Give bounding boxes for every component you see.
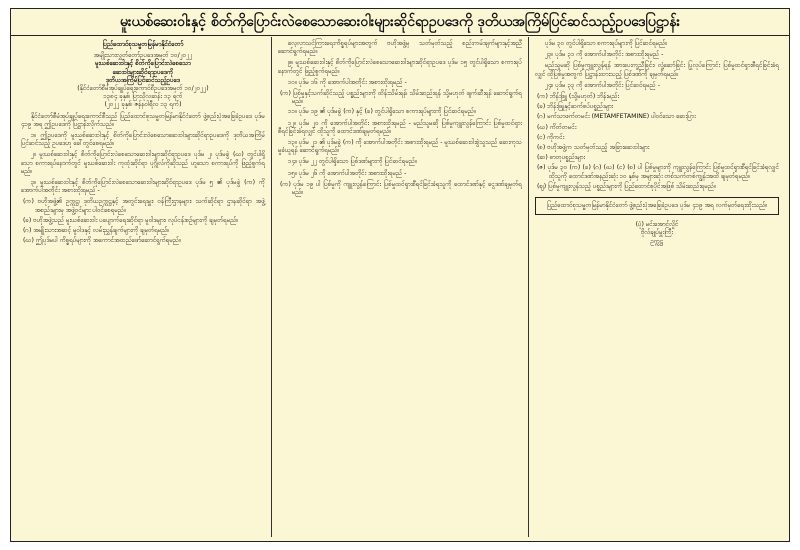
- paragraph: မည်သူမဆို ပြစ်မှုကျူးလွန်ရန် အားပေးကူညီခြင်း၊ လှုံ့ဆော်ခြင်း ပြုလုပ်ကြောင်း ပြစ်မှုထင်ရှားစီရင်ခြင်းခံရလျှင် ထိုပြစ်မှုအတွက် ပြဋ္ဌာန်းထားသည့် ပြစ်ဒဏ်ကို ချမှတ်ရမည်။: [535, 62, 779, 78]
- newspaper-page: [10, 8, 790, 542]
- list-item: (က) ပြစ်မှုနှင့်သက်ဆိုင်သည့် ပစ္စည်းများကို ထိန်းသိမ်းရန်၊ သိမ်းဆည်းရန် သို့မဟုတ် ဖျက်ဆီးရန် ဆောင်ရွက်ရမည်။: [280, 90, 522, 106]
- list-item: (ဃ) ကိတ်တမင်း: [537, 123, 577, 131]
- paragraph: ၃။ မူးယစ်ဆေးဝါးနှင့် စိတ်ကိုပြောင်းလဲစေသောဆေးဝါးများဆိုင်ရာဥပဒေ ပုဒ်မ ၅ ၏ ပုဒ်မခွဲ (က) ကို အောက်ပါအတိုင်း အစားထိုးရမည် -: [21, 179, 265, 195]
- paragraph: ပုဒ်မ ၃၀ တွင်ပါရှိသော စကားရပ်များကို ပြင်ဆင်ရမည်။: [545, 40, 668, 47]
- law-header-1: ပြည်ထောင်စုသမ္မတမြန်မာနိုင်ငံတော်: [102, 41, 184, 48]
- paragraph: ၁၂။ ပုဒ်မ ၂၀ ကို အောက်ပါအတိုင်း အစားထိုးရမည် - မည်သူမဆို ပြစ်မှုကျူးလွန်ကြောင်း ပြစ်မှုထင်ရှားစီရင်ခြင်းခံရလျှင် ထိုသူကို ထောင်ဒဏ်ချမှတ်ရမည်။: [278, 119, 522, 135]
- paragraph: နိုင်ငံတော်စီမံအုပ်ချုပ်ရေးကောင်စီသည် ပြည်ထောင်စုသမ္မတမြန်မာနိုင်ငံတော် ဖွဲ့စည်းပုံအခြေခံဥပဒေ ပုဒ်မ ၄၁၉ အရ ဤဥပဒေကို ပြဋ္ဌာန်းလိုက်သည်။: [21, 112, 265, 128]
- list-item: (စ) ဗဟိုအဖွဲ့က သတ်မှတ်သည့် အခြားဆေးဝါးများ: [537, 144, 650, 152]
- paragraph: ၂၄။ ပုဒ်မ ၃၃ ကို အောက်ပါအတိုင်း ပြင်ဆင်ရမည် -: [545, 81, 660, 89]
- paragraph: ၁၅။ ပုဒ်မ ၂၆ ကို အောက်ပါအတိုင်း အစားထိုးရမည် -: [288, 169, 407, 177]
- signing-notice: ပြည်ထောင်စုသမ္မတမြန်မာနိုင်ငံတော် ဖွဲ့စည်းပုံအခြေခံဥပဒေ ပုဒ်မ ၄၁၉ အရ လက်မှတ်ရေးထိုးသည်။: [535, 197, 779, 215]
- list-item: (င) ကိုကင်း: [537, 133, 565, 141]
- column-1: [15, 37, 272, 537]
- law-date-2: (၂၀၂၂ ခုနှစ်၊ ဇန်နဝါရီလ ၁၃ ရက်): [104, 101, 182, 109]
- list-item: (က) ပုဒ်မ ၁၉ ပါ ပြစ်မှုကို ကျူးလွန်ကြောင်း ပြစ်မှုထင်ရှားစီရင်ခြင်းခံရသူကို ထောင်ဒဏ်နှင့် ငွေဒဏ်ချမှတ်ရမည်။: [280, 180, 522, 197]
- paragraph: ၁။ ဤဥပဒေကို မူးယစ်ဆေးဝါးနှင့် စိတ်ကိုပြောင်းလဲစေသောဆေးဝါးများဆိုင်ရာဥပဒေကို ဒုတိယအကြိမ်ပြင်ဆင်သည့် ဥပဒေဟု ခေါ်တွင်စေရမည်။: [21, 132, 265, 148]
- law-header-2: အမျိုးသားလွှတ်တော်ဥပဒေအမှတ် ၁၀/၂၀၂၂: [93, 52, 193, 60]
- list-item: (က) ဗဟိုအဖွဲ့၏ ဥက္ကဋ္ဌ၊ ဒုတိယဥက္ကဋ္ဌနှင့် အတွင်းရေးမှူး၊ ဝန်ကြီးဌာနများ၊ သက်ဆိုင်ရာ ဌာနဆိုင်ရာ အဖွဲ့အစည်းများမှ အဖွဲ့ဝင်များ ပါဝင်စေရမည်။: [23, 198, 265, 214]
- law-header-3: မူးယစ်ဆေးဝါးနှင့် စိတ်ကိုပြောင်းလဲစေသော: [95, 60, 191, 68]
- list-item: (ခ) ဘိန်းဖြူနှင့်ဆက်စပ်ပစ္စည်းများ: [537, 103, 614, 111]
- law-header-5: ဒုတိယအကြိမ်ပြင်ဆင်သည့်ဥပဒေ: [105, 76, 181, 84]
- list-item: (ဂ) အမျိုးသားအဆင့် မူဝါဒနှင့် လမ်းညွှန်ချက်များကို ချမှတ်ရမည်။: [23, 227, 170, 235]
- signature-rank: ဗိုလ်ချုပ်မှူးကြီး: [641, 229, 673, 237]
- list-item: (က) ဘိန်းဖြူ (သို့မဟုတ်) ဘိန်းမည်း: [537, 93, 620, 101]
- paragraph: ၉။ မူးယစ်ဆေးဝါးနှင့် စိတ်ကိုပြောင်းလဲစေသောဆေးဝါးများဆိုင်ရာဥပဒေ ပုဒ်မ ၁၅ တွင်ပါရှိသော စကားရပ်နောက်တွင် ဖြည့်စွက်ရမည်။: [278, 59, 522, 75]
- paragraph: ၂၃။ ပုဒ်မ ၃၁ ကို အောက်ပါအတိုင်း အစားထိုးရမည် -: [545, 51, 664, 59]
- paragraph: ၂။ မူးယစ်ဆေးဝါးနှင့် စိတ်ကိုပြောင်းလဲစေသောဆေးဝါးများဆိုင်ရာဥပဒေ ပုဒ်မ ၂၊ ပုဒ်မခွဲ (ဃ) တွင်ပါရှိသော စကားရပ်နောက်တွင် မူးယစ်ဆေးဝါး ကုထုံးဆိုင်ရာ ပုဂ္ဂိုလ်ကိုဆိုသည် ဟူသော စကားရပ်ကို ဖြည့်စွက်ရမည်။: [21, 151, 265, 175]
- law-date-1: ၁၃၈၄ ခုနှစ်၊ ပြာသိုလဆန်း ၁၃ ရက်: [103, 93, 183, 101]
- signature-name: (ပုံ) မင်းအောင်လှိုင်: [635, 221, 679, 229]
- list-item: (ဆ) ဓာတုပစ္စည်းများ: [537, 154, 586, 162]
- list-item: (ခ) ဗဟိုအဖွဲ့သည် မူးယစ်ဆေးဝါး ပပျောက်ရေးဆိုင်ရာ မူဝါဒများ၊ လုပ်ငန်းစဉ်များကို ချမှတ်ရမည်။: [23, 216, 239, 224]
- list-item: (ဈ) ပြစ်မှုကျူးလွန်သည့် ပစ္စည်းများကို ပြည်ထောင်စုပိုင်အဖြစ် သိမ်းဆည်းရမည်။: [537, 182, 716, 190]
- law-header-4: ဆေးဝါးများဆိုင်ရာဥပဒေကို: [112, 68, 174, 76]
- text-columns: [15, 37, 785, 537]
- law-header-6: (နိုင်ငံတော်စီမံအုပ်ချုပ်ရေးကောင်စီဥပဒေအမှတ် ၁၀/၂၀၂၂): [77, 85, 209, 93]
- list-item: (ဂ) မက်သာဖက်တမင်း (METAMFETAMINE) ပါဝင်သော ဆေးပြား: [537, 113, 696, 121]
- paragraph: ၁၁။ ပုဒ်မ ၁၉ ၏ ပုဒ်မခွဲ (က) နှင့် (ခ) တွင်ပါရှိသော စကားရပ်များကို ပြင်ဆင်ရမည်။: [288, 108, 476, 116]
- list-item: (ဇ) ပုဒ်မ ၃၀ (က) (ခ) (ဂ) (ဃ) (င) (စ) ပါ ပြစ်မှုများကို ကျူးလွန်ကြောင်း ပြစ်မှုထင်ရှားစီရင်ခြင်းခံရလျှင် ထိုသူကို ထောင်ဒဏ်အနည်းဆုံး ၁၀ နှစ်မှ အများဆုံး တစ်သက်တစ်ကျွန်းအထိ ချမှတ်ရမည်။: [537, 164, 779, 180]
- page-title: မူးယစ်ဆေးဝါးနှင့် စိတ်ကိုပြောင်းလဲစေသောဆေးဝါးများဆိုင်ရာဥပဒေကို ဒုတိယအကြိမ်ပြင်ဆင်သည့်ဥပဒေပြဋ္ဌာန်း: [11, 9, 789, 36]
- list-item: (ဃ) ဤပုဒ်မပါ ကိစ္စရပ်များကို အကောင်အထည်ဖော်ဆောင်ရွက်ရမည်။: [23, 237, 181, 245]
- paragraph: ၁၃။ ပုဒ်မ ၂၁ ၏ ပုဒ်မခွဲ (က) ကို အောက်ပါအတိုင်း အစားထိုးရမည် - မူးယစ်ဆေးဝါးစွဲသူသည် ဆေးကုသမှုခံယူရန် ဆောင်ရွက်ရမည်။: [278, 139, 522, 155]
- signature-block: [535, 221, 779, 246]
- paragraph: ၁၀။ ပုဒ်မ ၁၆ ကို အောက်ပါအတိုင်း အစားထိုးရမည် -: [288, 78, 407, 86]
- signature-role: ဥက္ကဋ္ဌ: [650, 237, 664, 245]
- column-2: [272, 37, 529, 537]
- paragraph: လေ့လာသင်ကြားရေးကိစ္စရပ်များအတွက် ဗဟိုအဖွဲ့မှ သတ်မှတ်သည့် စည်းကမ်းချက်များနှင့်အညီ ဆောင်ရွက်ရမည်။: [278, 40, 522, 56]
- paragraph: ၁၄။ ပုဒ်မ ၂၂ တွင်ပါရှိသော ပြစ်ဒဏ်များကို ပြင်ဆင်ရမည်။: [288, 158, 417, 166]
- column-3: [529, 37, 785, 537]
